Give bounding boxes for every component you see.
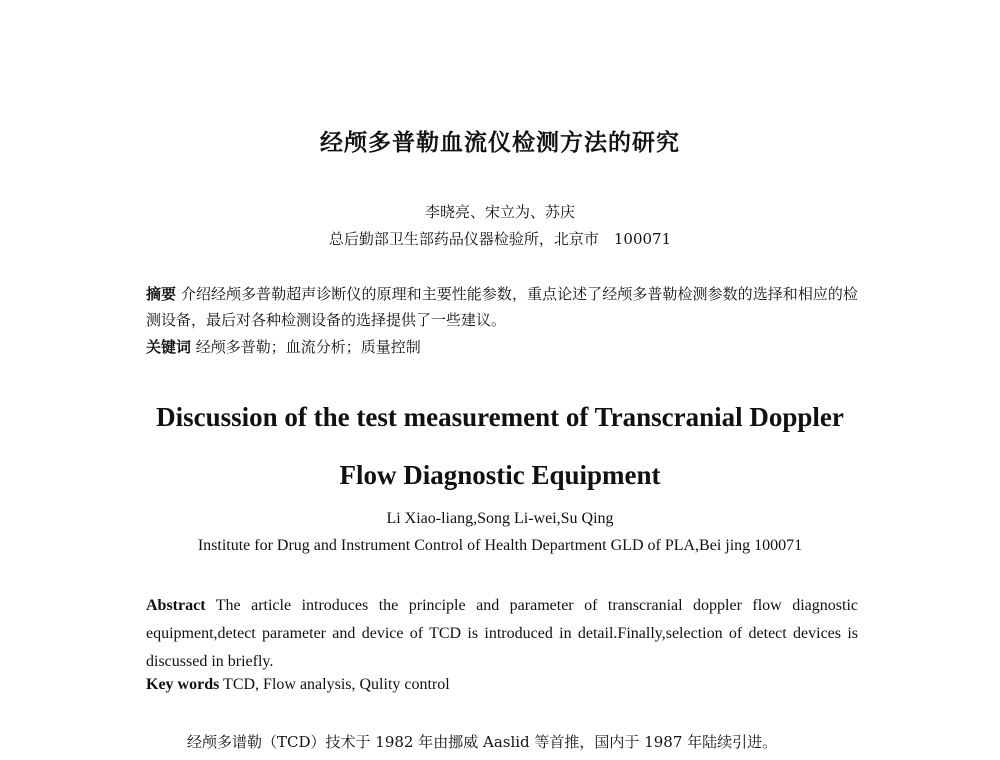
english-abstract bbox=[146, 592, 858, 676]
english-keywords-label: Key words bbox=[146, 676, 220, 693]
english-abstract-text: The article introduces the principle and parameter of transcranial doppler flow diagnostic equipment,detect parameter and device of TCD is introduced in detail.Finally,selection of detect devices is discussed in briefly. bbox=[146, 597, 858, 670]
english-abstract-label: Abstract bbox=[146, 597, 206, 614]
chinese-abstract bbox=[146, 281, 858, 333]
chinese-keywords-label: 关键词 bbox=[146, 338, 192, 356]
chinese-authors: 李晓亮、宋立为、苏庆 bbox=[424, 203, 575, 221]
chinese-keywords-text: 经颅多普勒；血流分析；质量控制 bbox=[195, 338, 421, 356]
chinese-keywords bbox=[146, 336, 858, 357]
english-keywords-text: TCD, Flow analysis, Qulity control bbox=[223, 676, 450, 693]
chinese-title: 经颅多普勒血流仪检测方法的研究 bbox=[320, 129, 680, 156]
english-authors: Li Xiao-liang,Song Li-wei,Su Qing bbox=[386, 510, 614, 527]
english-title-line-2: Flow Diagnostic Equipment bbox=[339, 460, 661, 490]
english-keywords bbox=[146, 676, 858, 694]
body-first-line: 经颅多谱勒（TCD）技术于 1982 年由挪威 Aaslid 等首推，国内于 1987 年陆续引进。 bbox=[187, 733, 778, 751]
chinese-affiliation: 总后勤部卫生部药品仪器检验所，北京市 100071 bbox=[328, 230, 672, 248]
english-title-line-1: Discussion of the test measurement of Transcranial Doppler bbox=[156, 402, 844, 432]
english-affiliation: Institute for Drug and Instrument Control of Health Department GLD of PLA,Bei jing 100071 bbox=[197, 537, 803, 554]
chinese-abstract-text: 介绍经颅多普勒超声诊断仪的原理和主要性能参数，重点论述了经颅多普勒检测参数的选择和相应的检测设备，最后对各种检测设备的选择提供了一些建议。 bbox=[146, 285, 858, 329]
chinese-abstract-label: 摘要 bbox=[146, 285, 177, 303]
